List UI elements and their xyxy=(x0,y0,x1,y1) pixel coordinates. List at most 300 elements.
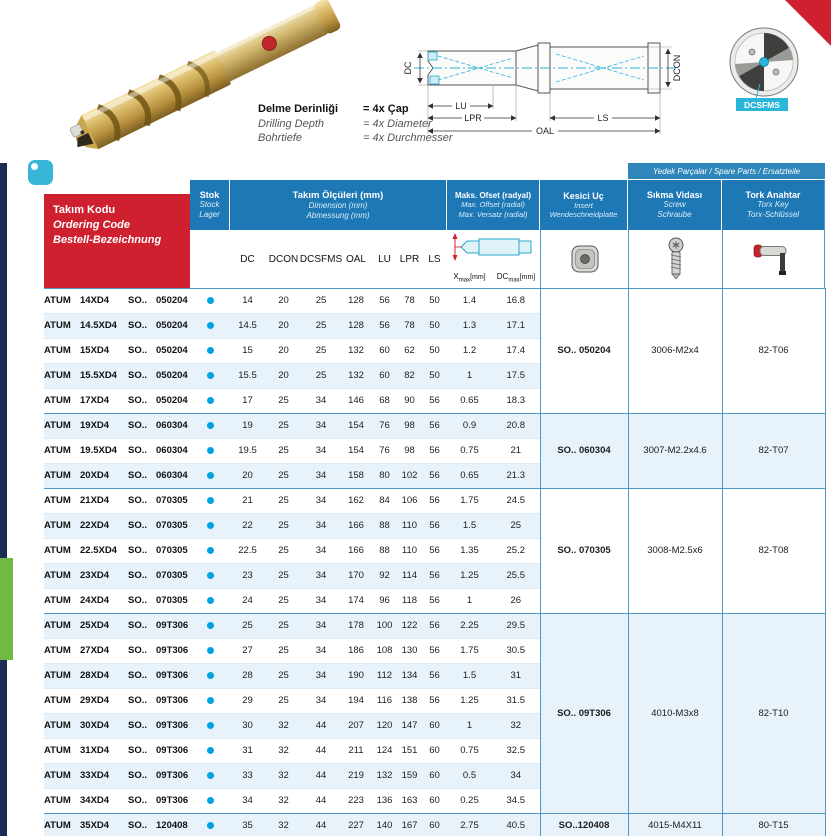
stock-header-tr: Stok xyxy=(199,190,220,200)
ordering-code xyxy=(44,714,190,739)
ordering-code xyxy=(44,514,190,539)
code-part: ATUM xyxy=(44,595,71,606)
stock-cell xyxy=(190,689,230,714)
ordering-code xyxy=(44,489,190,514)
stock-dot xyxy=(207,672,214,679)
cell-ls: 56 xyxy=(422,489,447,514)
stock-cell xyxy=(190,339,230,364)
insert-code: SO..120408 xyxy=(540,814,628,836)
code-part: ATUM xyxy=(44,695,71,706)
code-part: 33XD4 xyxy=(80,770,110,781)
stock-dot xyxy=(207,297,214,304)
cell-dcmax: 31.5 xyxy=(492,689,540,714)
code-part: 14XD4 xyxy=(80,295,110,306)
cell-ls: 60 xyxy=(422,789,447,814)
stock-cell xyxy=(190,664,230,689)
cell-lpr: 130 xyxy=(397,639,422,664)
cell-lu: 56 xyxy=(372,314,397,339)
offset-header-tr: Maks. Ofset (radyal) xyxy=(454,191,532,201)
cell-dcsfms: 34 xyxy=(302,414,340,439)
stock-dot xyxy=(207,322,214,329)
cell-dc: 35 xyxy=(230,814,265,836)
code-part: ATUM xyxy=(44,795,71,806)
insert-header-tr: Kesici Uç xyxy=(563,190,604,201)
stock-cell xyxy=(190,814,230,836)
cell-ls: 50 xyxy=(422,364,447,389)
ordering-code xyxy=(44,689,190,714)
product-row xyxy=(44,614,825,639)
stock-cell xyxy=(190,289,230,314)
cell-ls: 50 xyxy=(422,289,447,314)
product-table xyxy=(44,163,825,836)
cell-lpr: 114 xyxy=(397,564,422,589)
ordering-code xyxy=(44,289,190,314)
cell-xmax: 1.75 xyxy=(447,639,492,664)
cell-lpr: 163 xyxy=(397,789,422,814)
cell-dcon: 32 xyxy=(265,764,302,789)
cell-dcmax: 17.5 xyxy=(492,364,540,389)
cell-lu: 108 xyxy=(372,639,397,664)
cell-xmax: 1.5 xyxy=(447,664,492,689)
cell-ls: 56 xyxy=(422,464,447,489)
offset-header-de: Max. Versatz (radial) xyxy=(458,209,528,219)
ordering-code xyxy=(44,464,190,489)
stock-dot xyxy=(207,422,214,429)
code-part: ATUM xyxy=(44,320,71,331)
cell-dcsfms: 25 xyxy=(302,314,340,339)
cell-lpr: 138 xyxy=(397,689,422,714)
code-part: 09T306 xyxy=(156,620,189,631)
code-part: ATUM xyxy=(44,520,71,531)
code-part: 24XD4 xyxy=(80,595,110,606)
product-row xyxy=(44,289,825,314)
cell-xmax: 0.65 xyxy=(447,389,492,414)
code-part: 09T306 xyxy=(156,670,189,681)
cell-dcsfms: 34 xyxy=(302,489,340,514)
code-part: ATUM xyxy=(44,620,71,631)
cell-dcon: 25 xyxy=(265,564,302,589)
cell-lu: 120 xyxy=(372,714,397,739)
cell-oal: 166 xyxy=(340,539,372,564)
insert-header-en: Insert xyxy=(574,200,593,210)
screw-code: 4010-M3x8 xyxy=(628,614,722,814)
stock-cell xyxy=(190,389,230,414)
cell-xmax: 1.4 xyxy=(447,289,492,314)
ordering-code-header xyxy=(44,194,190,288)
torx-header-en: Torx Key xyxy=(757,200,789,209)
code-part: ATUM xyxy=(44,395,71,406)
code-part: 060304 xyxy=(156,445,188,456)
code-part: ATUM xyxy=(44,295,71,306)
torx-code: 82-T10 xyxy=(722,614,825,814)
cell-dcmax: 20.8 xyxy=(492,414,540,439)
code-part: 050204 xyxy=(156,395,188,406)
cell-ls: 56 xyxy=(422,664,447,689)
cell-dcsfms: 34 xyxy=(302,614,340,639)
ordering-code xyxy=(44,814,190,836)
ordering-code xyxy=(44,339,190,364)
cell-dcmax: 32.5 xyxy=(492,739,540,764)
cell-dcon: 20 xyxy=(265,364,302,389)
code-part: 34XD4 xyxy=(80,795,110,806)
cell-xmax: 1.25 xyxy=(447,689,492,714)
code-part: 070305 xyxy=(156,520,188,531)
cell-dcmax: 21.3 xyxy=(492,464,540,489)
stock-cell xyxy=(190,714,230,739)
cell-lpr: 110 xyxy=(397,514,422,539)
stock-cell xyxy=(190,614,230,639)
cell-ls: 56 xyxy=(422,639,447,664)
cell-lu: 60 xyxy=(372,339,397,364)
stock-dot xyxy=(207,622,214,629)
cell-dcsfms: 34 xyxy=(302,639,340,664)
cell-xmax: 1.75 xyxy=(447,489,492,514)
stock-dot xyxy=(207,472,214,479)
stock-cell xyxy=(190,789,230,814)
cell-ls: 56 xyxy=(422,564,447,589)
code-part: SO.. xyxy=(128,420,148,431)
depth-label-en: Drilling Depth xyxy=(258,117,325,130)
cell-dcmax: 32 xyxy=(492,714,540,739)
code-part: 14.5XD4 xyxy=(80,320,117,331)
cell-dcon: 20 xyxy=(265,289,302,314)
screw-header-en: Screw xyxy=(663,200,686,209)
cell-dc: 22.5 xyxy=(230,539,265,564)
cell-dc: 31 xyxy=(230,739,265,764)
offset-subheader xyxy=(447,230,540,288)
code-part: ATUM xyxy=(44,420,71,431)
cell-lpr: 159 xyxy=(397,764,422,789)
cell-oal: 170 xyxy=(340,564,372,589)
stock-dot xyxy=(207,747,214,754)
stock-dot xyxy=(207,772,214,779)
cell-dcsfms: 34 xyxy=(302,389,340,414)
code-part: 050204 xyxy=(156,320,188,331)
product-row xyxy=(44,414,825,439)
cell-xmax: 1.25 xyxy=(447,564,492,589)
code-part: 050204 xyxy=(156,295,188,306)
cell-dcsfms: 34 xyxy=(302,564,340,589)
code-part: 31XD4 xyxy=(80,745,110,756)
cell-lpr: 98 xyxy=(397,414,422,439)
dim-label-lpr: LPR xyxy=(464,113,482,123)
stock-cell xyxy=(190,764,230,789)
ordering-code xyxy=(44,639,190,664)
code-part: 120408 xyxy=(156,820,188,831)
code-part: SO.. xyxy=(128,570,148,581)
cell-dcsfms: 44 xyxy=(302,814,340,836)
cell-dc: 33 xyxy=(230,764,265,789)
cell-lu: 116 xyxy=(372,689,397,714)
cell-oal: 186 xyxy=(340,639,372,664)
stock-dot xyxy=(207,822,214,829)
cell-oal: 132 xyxy=(340,339,372,364)
depth-value-tr: = 4x Çap xyxy=(363,103,409,115)
code-part: 22XD4 xyxy=(80,520,110,531)
cell-xmax: 0.9 xyxy=(447,414,492,439)
cell-dcmax: 18.3 xyxy=(492,389,540,414)
cell-ls: 56 xyxy=(422,389,447,414)
cell-oal: 227 xyxy=(340,814,372,836)
dim-label-dc: DC xyxy=(403,61,413,75)
code-part: 28XD4 xyxy=(80,670,110,681)
cell-dcmax: 25.2 xyxy=(492,539,540,564)
screw-code: 3006-M2x4 xyxy=(628,289,722,414)
cell-dcon: 25 xyxy=(265,589,302,614)
insert-icon-cell xyxy=(540,230,628,288)
ordering-code xyxy=(44,314,190,339)
code-part: SO.. xyxy=(128,770,148,781)
cell-lu: 140 xyxy=(372,814,397,836)
stock-dot xyxy=(207,447,214,454)
insert-code: SO.. 060304 xyxy=(540,414,628,489)
dim-label-oal: OAL xyxy=(535,126,555,136)
stock-cell xyxy=(190,414,230,439)
insert-code: SO.. 09T306 xyxy=(540,614,628,814)
cell-dc: 21 xyxy=(230,489,265,514)
stock-header-de: Lager xyxy=(199,210,220,219)
cell-dcon: 20 xyxy=(265,339,302,364)
column-label-dcsfms: DCSFMS xyxy=(299,253,343,265)
cell-oal: 166 xyxy=(340,514,372,539)
cell-dcon: 32 xyxy=(265,739,302,764)
dimensions-header-tr: Takım Ölçüleri (mm) xyxy=(292,189,384,201)
stock-dot xyxy=(207,497,214,504)
column-label-dcmax: $DC_{max}[mm]$ xyxy=(496,272,536,284)
ordering-code xyxy=(44,364,190,389)
code-part: 29XD4 xyxy=(80,695,110,706)
cell-dc: 14.5 xyxy=(230,314,265,339)
ordering-code xyxy=(44,589,190,614)
cell-dcon: 25 xyxy=(265,514,302,539)
code-part: ATUM xyxy=(44,770,71,781)
code-part: 25XD4 xyxy=(80,620,110,631)
code-part: 17XD4 xyxy=(80,395,110,406)
code-part: 20XD4 xyxy=(80,470,110,481)
spare-parts-banner: Yedek Parçalar / Spare Parts / Ersatzteile xyxy=(628,163,825,180)
cell-lu: 124 xyxy=(372,739,397,764)
offset-header xyxy=(447,180,540,230)
code-part: ATUM xyxy=(44,645,71,656)
code-part: 070305 xyxy=(156,545,188,556)
code-part: 09T306 xyxy=(156,695,189,706)
cell-lu: 88 xyxy=(372,539,397,564)
torx-header-tr: Tork Anahtar xyxy=(745,190,801,200)
cell-ls: 56 xyxy=(422,414,447,439)
code-part: 19XD4 xyxy=(80,420,110,431)
cell-oal: 154 xyxy=(340,414,372,439)
torx-code: 80-T15 xyxy=(722,814,825,836)
dimensions-header xyxy=(230,180,447,230)
cell-oal: 128 xyxy=(340,289,372,314)
cell-dc: 24 xyxy=(230,589,265,614)
cell-lu: 96 xyxy=(372,589,397,614)
cell-xmax: 1.2 xyxy=(447,339,492,364)
cell-lu: 92 xyxy=(372,564,397,589)
cell-lpr: 78 xyxy=(397,289,422,314)
cell-dc: 15 xyxy=(230,339,265,364)
screw-code: 4015-M4X11 xyxy=(628,814,722,836)
ordering-code xyxy=(44,389,190,414)
code-part: 19.5XD4 xyxy=(80,445,117,456)
cell-ls: 60 xyxy=(422,739,447,764)
column-label-dcon: DCON xyxy=(268,253,299,265)
torx-code: 82-T07 xyxy=(722,414,825,489)
code-part: SO.. xyxy=(128,495,148,506)
cell-lu: 112 xyxy=(372,664,397,689)
cell-dc: 28 xyxy=(230,664,265,689)
stock-cell xyxy=(190,314,230,339)
cell-dc: 22 xyxy=(230,514,265,539)
cell-oal: 146 xyxy=(340,389,372,414)
stock-dot xyxy=(207,722,214,729)
cell-dcsfms: 44 xyxy=(302,714,340,739)
screw-header-tr: Sıkma Vidası xyxy=(646,190,703,200)
code-part: ATUM xyxy=(44,370,71,381)
cell-dcsfms: 34 xyxy=(302,689,340,714)
dim-label-dcon: DCON xyxy=(672,54,682,82)
cell-dcmax: 25.5 xyxy=(492,564,540,589)
ordering-code xyxy=(44,439,190,464)
cell-oal: 128 xyxy=(340,314,372,339)
code-part: SO.. xyxy=(128,445,148,456)
front-view-drawing xyxy=(716,24,811,116)
stock-dot xyxy=(207,522,214,529)
cell-dc: 19 xyxy=(230,414,265,439)
stock-dot xyxy=(207,372,214,379)
cell-ls: 56 xyxy=(422,589,447,614)
cell-dcmax: 34.5 xyxy=(492,789,540,814)
depth-label-tr: Delme Derinliği xyxy=(258,103,339,115)
code-part: 09T306 xyxy=(156,720,189,731)
torx-key-icon xyxy=(752,240,796,278)
cell-xmax: 1 xyxy=(447,714,492,739)
stock-column-header xyxy=(190,180,230,230)
stock-dot xyxy=(207,797,214,804)
code-part: ATUM xyxy=(44,445,71,456)
stock-dot xyxy=(207,697,214,704)
stock-cell xyxy=(190,539,230,564)
cell-lpr: 90 xyxy=(397,389,422,414)
ordering-code xyxy=(44,564,190,589)
insert-code: SO.. 070305 xyxy=(540,489,628,614)
offset-header-en: Max. Offset (radial) xyxy=(461,200,525,210)
code-part: SO.. xyxy=(128,745,148,756)
code-part: 23XD4 xyxy=(80,570,110,581)
cell-dcsfms: 34 xyxy=(302,589,340,614)
cell-lu: 56 xyxy=(372,289,397,314)
ordering-code xyxy=(44,764,190,789)
cell-dc: 15.5 xyxy=(230,364,265,389)
page-edge-strip xyxy=(0,163,7,836)
code-part: SO.. xyxy=(128,670,148,681)
code-part: 060304 xyxy=(156,470,188,481)
screw-icon xyxy=(664,237,688,281)
cell-lpr: 118 xyxy=(397,589,422,614)
column-label-xmax: $X_{max}[mm]$ xyxy=(453,272,486,284)
cell-lpr: 122 xyxy=(397,614,422,639)
cell-dcon: 25 xyxy=(265,389,302,414)
cell-dc: 34 xyxy=(230,789,265,814)
cell-ls: 60 xyxy=(422,814,447,836)
ordering-code xyxy=(44,539,190,564)
cell-lu: 136 xyxy=(372,789,397,814)
code-part: 09T306 xyxy=(156,770,189,781)
code-part: SO.. xyxy=(128,295,148,306)
depth-value-en: = 4x Diameter xyxy=(363,117,432,130)
cell-dcon: 25 xyxy=(265,414,302,439)
torx-key-icon-cell xyxy=(722,230,825,288)
ordering-code xyxy=(44,614,190,639)
cell-ls: 60 xyxy=(422,714,447,739)
cell-xmax: 0.5 xyxy=(447,764,492,789)
section-index-marker xyxy=(0,558,13,660)
cell-dc: 20 xyxy=(230,464,265,489)
dim-label-lu: LU xyxy=(455,101,467,111)
cell-ls: 56 xyxy=(422,614,447,639)
cell-xmax: 0.75 xyxy=(447,739,492,764)
cell-ls: 50 xyxy=(422,314,447,339)
code-part: SO.. xyxy=(128,620,148,631)
cell-dcsfms: 44 xyxy=(302,789,340,814)
ordering-header-tr: Takım Kodu xyxy=(53,204,116,216)
cell-dc: 25 xyxy=(230,614,265,639)
code-part: 22.5XD4 xyxy=(80,545,117,556)
cell-dcsfms: 34 xyxy=(302,539,340,564)
code-part: 15.5XD4 xyxy=(80,370,117,381)
cell-lpr: 167 xyxy=(397,814,422,836)
cell-ls: 56 xyxy=(422,439,447,464)
code-part: 27XD4 xyxy=(80,645,110,656)
dim-label-dcsfms: DCSFMS xyxy=(744,100,780,110)
stock-dot xyxy=(207,597,214,604)
stock-dot xyxy=(207,347,214,354)
ordering-header-en: Ordering Code xyxy=(53,218,131,231)
screw-header-de: Schraube xyxy=(657,210,692,219)
cell-dcmax: 31 xyxy=(492,664,540,689)
cell-dcmax: 24.5 xyxy=(492,489,540,514)
code-part: ATUM xyxy=(44,670,71,681)
table-body xyxy=(44,289,825,836)
cell-oal: 190 xyxy=(340,664,372,689)
cell-lpr: 134 xyxy=(397,664,422,689)
column-label-lpr: LPR xyxy=(399,253,420,265)
code-part: SO.. xyxy=(128,395,148,406)
code-part: 09T306 xyxy=(156,795,189,806)
cell-lpr: 110 xyxy=(397,539,422,564)
cell-lpr: 98 xyxy=(397,439,422,464)
cell-dcon: 25 xyxy=(265,464,302,489)
stock-dot xyxy=(207,547,214,554)
cell-dcsfms: 44 xyxy=(302,764,340,789)
side-view-drawing xyxy=(398,18,690,140)
code-part: 060304 xyxy=(156,420,188,431)
code-part: ATUM xyxy=(44,820,71,831)
cell-lu: 84 xyxy=(372,489,397,514)
product-row xyxy=(44,814,825,836)
stock-cell xyxy=(190,364,230,389)
code-part: 050204 xyxy=(156,345,188,356)
dim-label-ls: LS xyxy=(597,113,609,123)
code-part: SO.. xyxy=(128,820,148,831)
code-part: ATUM xyxy=(44,495,71,506)
cell-dcmax: 17.1 xyxy=(492,314,540,339)
code-part: 30XD4 xyxy=(80,720,110,731)
code-part: 070305 xyxy=(156,495,188,506)
cell-dcmax: 25 xyxy=(492,514,540,539)
cell-dc: 27 xyxy=(230,639,265,664)
stock-cell xyxy=(190,439,230,464)
